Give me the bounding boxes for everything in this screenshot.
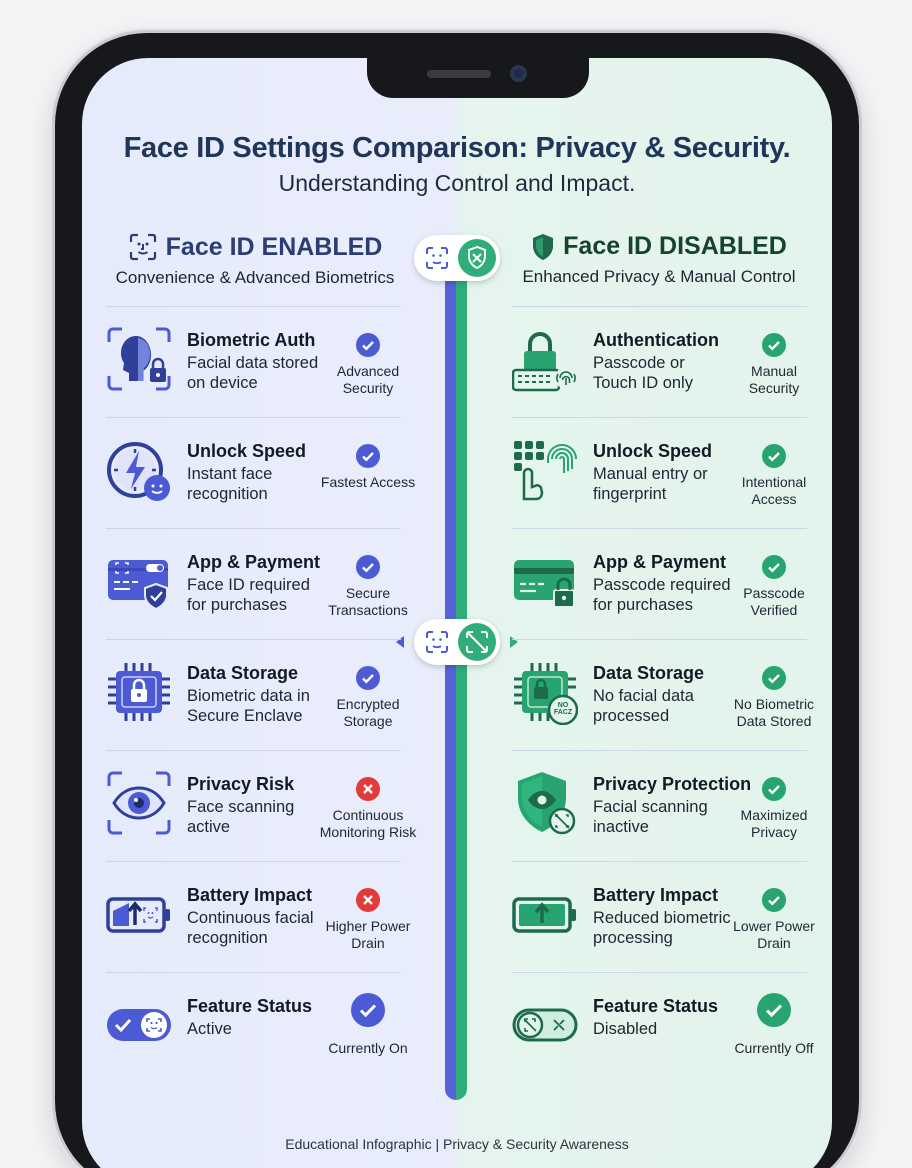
front-camera (510, 65, 527, 82)
card-lock-icon (512, 548, 578, 614)
row-description: No facial data processed (593, 687, 694, 725)
row-separator (106, 972, 401, 973)
check-icon (762, 555, 786, 579)
row-separator (106, 861, 401, 862)
stopwatch-bolt-icon (106, 437, 172, 503)
disabled-row-unlock-speed (512, 417, 822, 528)
check-icon (762, 444, 786, 468)
row-status-label: Intentional Access (741, 474, 807, 507)
row-title: Feature Status (187, 996, 313, 1016)
row-separator (512, 528, 807, 529)
row-status-label: Fastest Access (320, 474, 416, 490)
row-title: Feature Status (593, 996, 719, 1016)
row-title: Data Storage (593, 663, 705, 683)
disabled-row-data-storage (512, 639, 822, 750)
page-subtitle: Understanding Control and Impact. (278, 170, 636, 196)
disabled-heading: Face ID DISABLED (563, 232, 787, 260)
chip-noface-icon (512, 659, 578, 725)
row-description: Face ID required for purchases (187, 576, 310, 614)
row-description: Disabled (593, 1020, 658, 1038)
page-title: Face ID Settings Comparison: Privacy & Security. (123, 132, 791, 164)
disabled-row-privacy-protection (512, 750, 822, 861)
disabled-row-feature-status (512, 972, 822, 1083)
keypad-finger-icon (512, 437, 578, 503)
disabled-row-app-payment (512, 528, 822, 639)
lock-fingerprint-icon (512, 326, 578, 392)
row-title: App & Payment (593, 552, 727, 572)
speaker (427, 70, 491, 78)
check-icon (762, 777, 786, 801)
row-description: Passcode required for purchases (593, 576, 731, 614)
row-description: Biometric data in Secure Enclave (187, 687, 310, 725)
face-scan-icon (418, 239, 456, 277)
row-description: Active (187, 1020, 232, 1038)
check-icon (356, 333, 380, 357)
enabled-row-privacy-risk (106, 750, 416, 861)
face-lock-icon (106, 326, 172, 392)
row-description: Facial data stored on device (187, 354, 319, 392)
row-description: Instant face recognition (187, 465, 273, 503)
row-status-label: Higher Power Drain (325, 918, 411, 951)
row-description: Passcode or Touch ID only (593, 354, 693, 392)
row-status-label: Secure Transactions (328, 585, 408, 618)
row-separator (512, 417, 807, 418)
footer-caption: Educational Infographic | Privacy & Security Awareness (285, 1136, 629, 1152)
row-title: Privacy Protection (593, 774, 752, 794)
row-title: Battery Impact (187, 885, 313, 905)
row-title: Privacy Risk (187, 774, 295, 794)
enabled-row-battery-impact (106, 861, 416, 972)
row-title: Unlock Speed (187, 441, 307, 461)
row-status-label: Currently On (328, 1040, 408, 1056)
face-scan-icon (128, 232, 158, 262)
row-description: Face scanning active (187, 798, 295, 836)
row-status-label: Maximized Privacy (740, 807, 808, 840)
row-separator (106, 528, 401, 529)
row-separator (512, 972, 807, 973)
toggle-off-icon[interactable] (512, 992, 578, 1058)
battery-up-icon (512, 881, 578, 947)
disabled-row-authentication (512, 306, 822, 417)
row-separator (512, 750, 807, 751)
check-icon (356, 555, 380, 579)
enabled-subheading: Convenience & Advanced Biometrics (115, 268, 395, 287)
faceid-toggle-top[interactable] (414, 235, 500, 281)
row-status-label: Lower Power Drain (733, 918, 815, 951)
row-status-label: Continuous Monitoring Risk (319, 807, 417, 840)
comparison-divider (445, 268, 467, 1100)
disabled-row-battery-impact (512, 861, 822, 972)
phone-screen (82, 58, 832, 1168)
chip-lock-icon (106, 659, 172, 725)
disabled-header (489, 232, 829, 287)
enabled-heading: Face ID ENABLED (165, 232, 383, 261)
notch (367, 58, 589, 98)
row-status-label: Passcode Verified (743, 585, 805, 618)
row-title: Battery Impact (593, 885, 719, 905)
row-description: Facial scanning inactive (593, 798, 708, 836)
enabled-row-app-payment (106, 528, 416, 639)
check-icon (762, 888, 786, 912)
row-separator (106, 417, 401, 418)
row-title: Biometric Auth (187, 330, 316, 350)
card-shield-icon (106, 548, 172, 614)
row-separator (512, 639, 807, 640)
row-title: Unlock Speed (593, 441, 713, 461)
enabled-row-biometric-auth (106, 306, 416, 417)
row-description: Continuous facial recognition (187, 909, 314, 947)
row-separator (106, 639, 401, 640)
enabled-row-feature-status (106, 972, 416, 1083)
eye-scan-icon (106, 770, 172, 836)
enabled-row-data-storage (106, 639, 416, 750)
row-status-label: No Biometric Data Stored (733, 696, 815, 729)
check-icon (351, 993, 385, 1027)
row-status-label: Currently Off (734, 1040, 814, 1056)
check-icon (757, 993, 791, 1027)
enabled-header (85, 232, 425, 288)
row-status-label: Advanced Security (336, 363, 400, 396)
row-separator (106, 306, 401, 307)
row-status-label: Manual Security (748, 363, 800, 396)
row-description: Reduced biometric processing (593, 909, 731, 947)
check-icon (356, 666, 380, 690)
row-title: Data Storage (187, 663, 299, 683)
shield-off-icon (458, 239, 496, 277)
row-separator (512, 861, 807, 862)
check-icon (762, 666, 786, 690)
faceid-toggle-middle[interactable] (414, 619, 500, 665)
face-scan-off-icon (458, 623, 496, 661)
enabled-row-unlock-speed (106, 417, 416, 528)
disabled-subheading: Enhanced Privacy & Manual Control (522, 267, 796, 286)
toggle-on-icon[interactable] (106, 992, 172, 1058)
row-status-label: Encrypted Storage (336, 696, 400, 729)
row-separator (512, 306, 807, 307)
check-icon (762, 333, 786, 357)
row-description: Manual entry or fingerprint (593, 465, 708, 503)
cross-icon (356, 888, 380, 912)
row-separator (106, 750, 401, 751)
shield-icon (531, 233, 555, 261)
battery-up-icon (106, 881, 172, 947)
row-title: Authentication (593, 330, 719, 350)
no-face-badge-text: NO FACZ (553, 702, 573, 716)
row-title: App & Payment (187, 552, 321, 572)
check-icon (356, 444, 380, 468)
shield-eye-icon (512, 770, 578, 836)
face-scan-icon (418, 623, 456, 661)
cross-icon (356, 777, 380, 801)
